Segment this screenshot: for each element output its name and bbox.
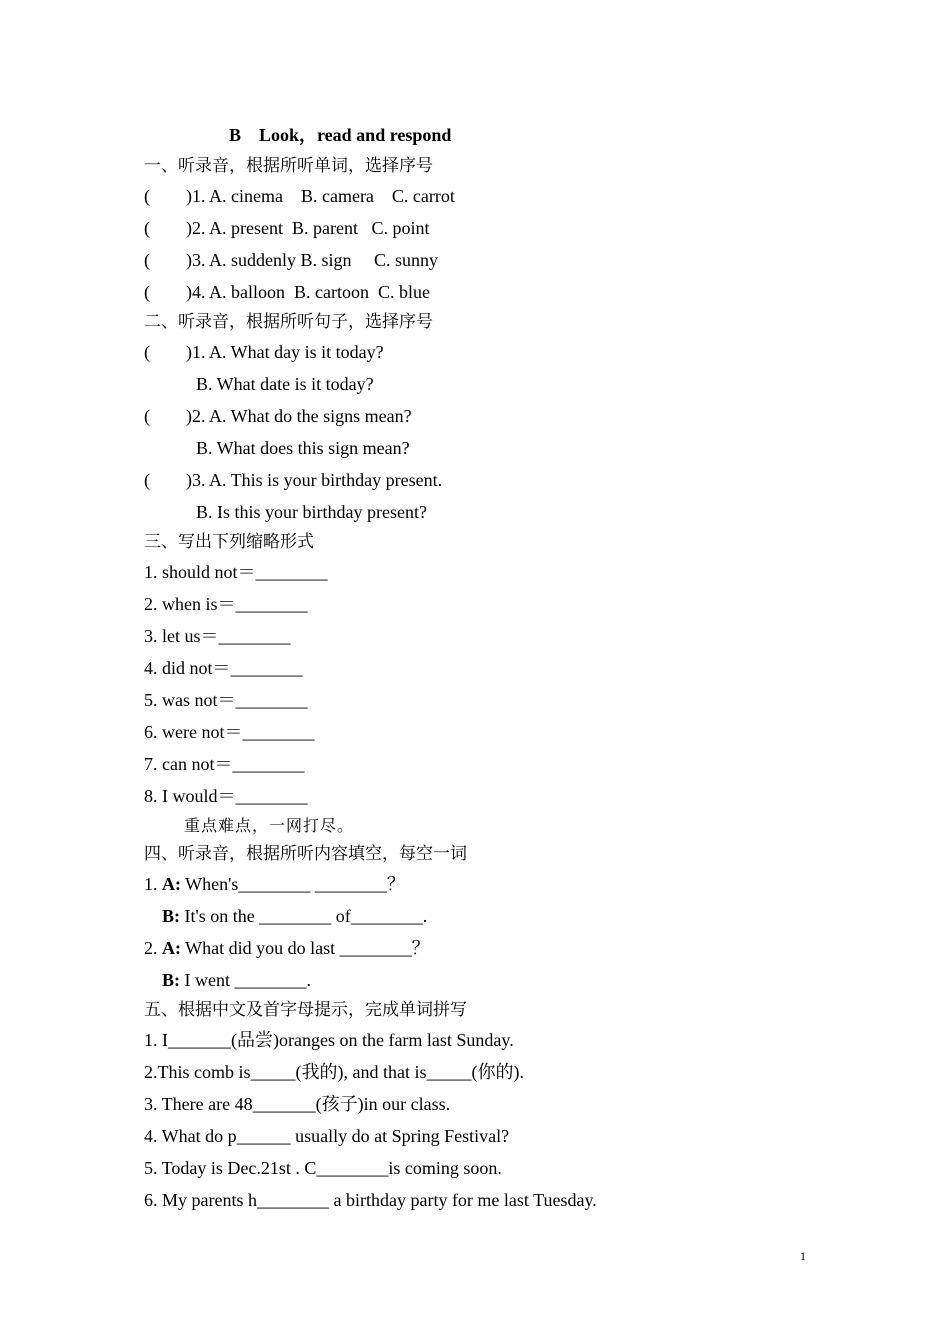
dialogue-text: What did you do last ________？ xyxy=(181,938,430,958)
section1-item: ( )1. A. cinema B. camera C. carrot xyxy=(144,186,455,206)
section5-item: 3. There are 48_______(孩子)in our class. xyxy=(144,1094,451,1114)
section3-item: 1. should not＝________ xyxy=(144,562,328,582)
section4-heading: 四、听录音，根据所听内容填空，每空一词 xyxy=(144,844,467,864)
section4-q2-a xyxy=(144,937,430,959)
speaker-a-label: A: xyxy=(162,938,181,958)
section5-item: 4. What do p______ usually do at Spring Festival? xyxy=(144,1126,510,1146)
section1-item: ( )2. A. present B. parent C. point xyxy=(144,218,430,238)
section2-heading: 二、听录音，根据所听句子，选择序号 xyxy=(144,312,433,332)
speaker-a-label: A: xyxy=(162,874,181,894)
section2-item-b: B. What date is it today? xyxy=(196,374,374,394)
section2-item-a: ( )1. A. What day is it today? xyxy=(144,342,384,362)
page-number: 1 xyxy=(800,1249,806,1263)
key-points-note: 重点难点，一网打尽。 xyxy=(184,816,355,835)
section3-item: 2. when is＝________ xyxy=(144,594,308,614)
dialogue-text: When's________ ________？ xyxy=(181,874,405,894)
section4-q2-b xyxy=(162,969,311,991)
section5-item: 2.This comb is_____(我的), and that is_____(你的). xyxy=(144,1062,524,1082)
question-number: 2. xyxy=(144,938,162,958)
section1-item: ( )4. A. balloon B. cartoon C. blue xyxy=(144,282,430,302)
section1-item: ( )3. A. suddenly B. sign C. sunny xyxy=(144,250,439,270)
section3-item: 5. was not＝________ xyxy=(144,690,308,710)
section2-item-b: B. What does this sign mean? xyxy=(196,438,410,458)
speaker-b-label: B: xyxy=(162,906,180,926)
section5-item: 6. My parents h________ a birthday party for me last Tuesday. xyxy=(144,1190,597,1210)
speaker-b-label: B: xyxy=(162,970,180,990)
section3-heading: 三、写出下列缩略形式 xyxy=(144,532,314,552)
section4-q1-a xyxy=(144,873,405,895)
section2-item-a: ( )3. A. This is your birthday present. xyxy=(144,470,443,490)
section3-item: 8. I would＝________ xyxy=(144,786,308,806)
section4-q1-b xyxy=(162,905,427,927)
section3-item: 3. let us＝________ xyxy=(144,626,291,646)
worksheet-title: B Look，read and respond xyxy=(229,125,452,145)
section2-item-b: B. Is this your birthday present? xyxy=(196,502,427,522)
section5-item: 5. Today is Dec.21st . C________is coming soon. xyxy=(144,1158,502,1178)
section2-item-a: ( )2. A. What do the signs mean? xyxy=(144,406,412,426)
section1-heading: 一、听录音，根据所听单词，选择序号 xyxy=(144,156,433,176)
section3-item: 7. can not＝________ xyxy=(144,754,305,774)
section3-item: 6. were not＝________ xyxy=(144,722,315,742)
dialogue-text: It's on the ________ of________. xyxy=(180,906,428,926)
section5-item: 1. I_______(品尝)oranges on the farm last Sunday. xyxy=(144,1030,514,1050)
section5-heading: 五、根据中文及首字母提示，完成单词拼写 xyxy=(144,1000,467,1020)
dialogue-text: I went ________. xyxy=(180,970,311,990)
section3-item: 4. did not＝________ xyxy=(144,658,303,678)
question-number: 1. xyxy=(144,874,162,894)
